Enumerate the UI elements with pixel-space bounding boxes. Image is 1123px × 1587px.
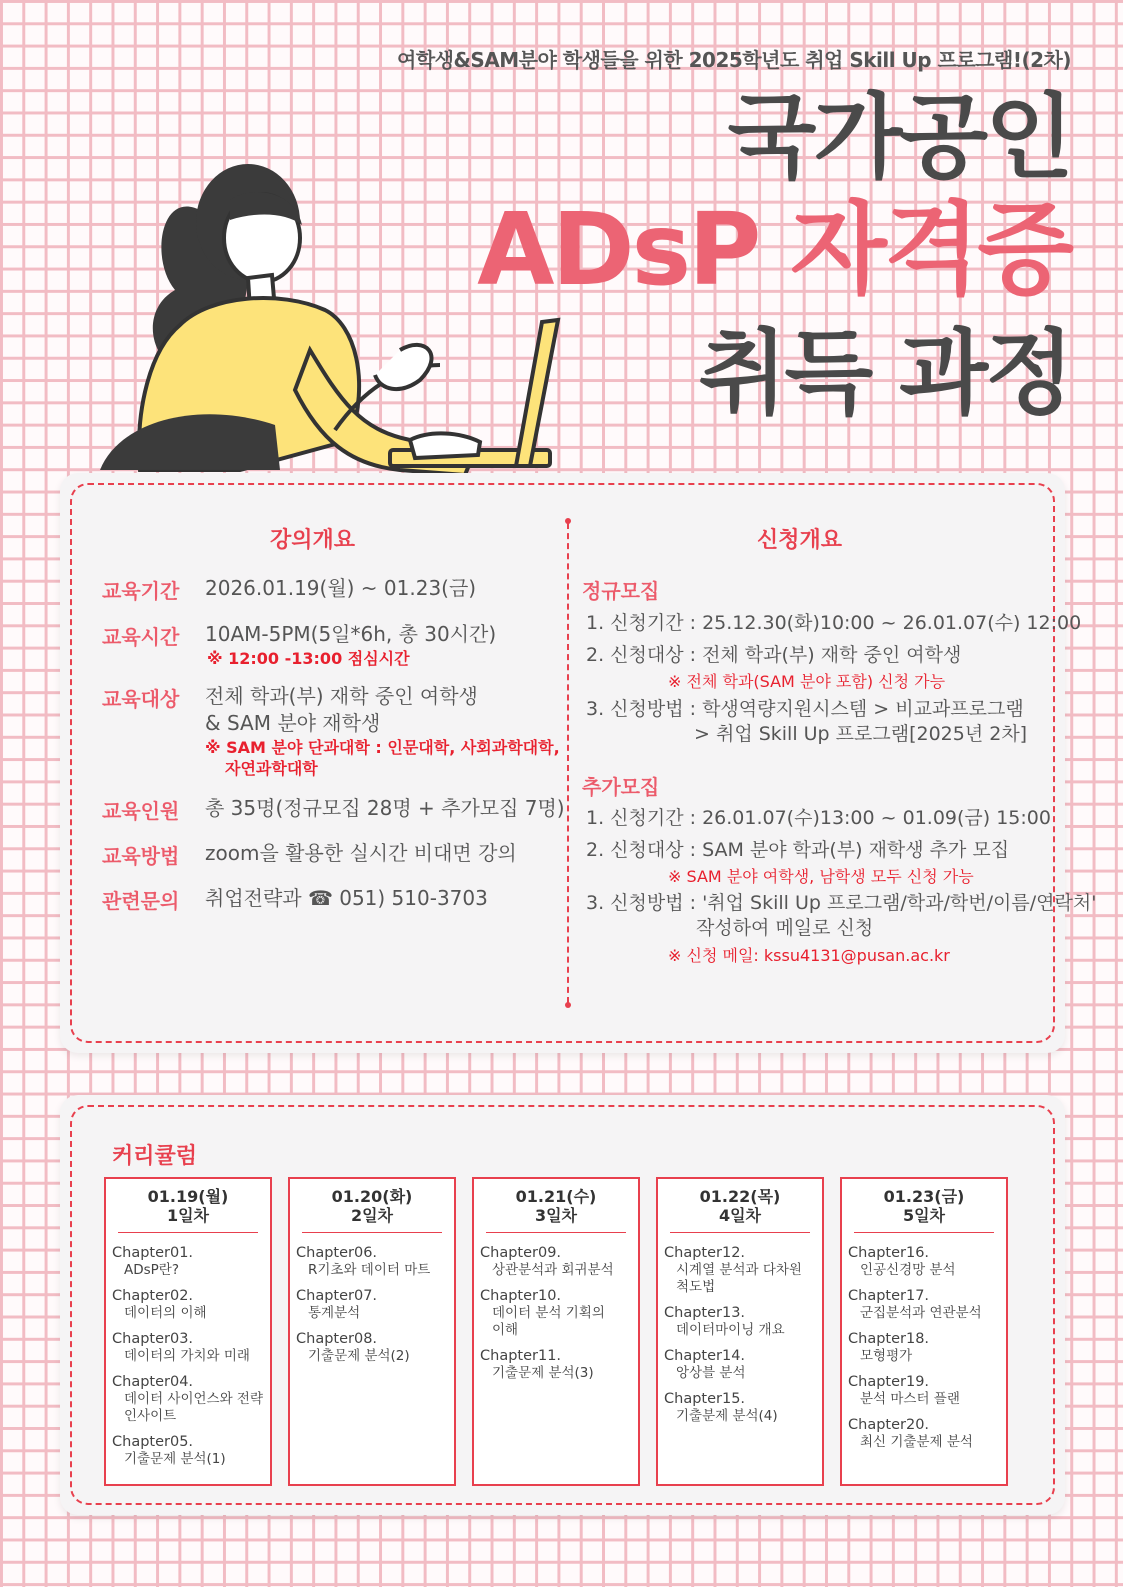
chapter-item: [480, 1288, 638, 1339]
row-label: 교육기간: [102, 579, 180, 603]
chapter-name: 기출분제 분석(4): [676, 1408, 778, 1424]
application-title: 신청개요: [757, 528, 843, 553]
chapter-number: Chapter04.: [112, 1374, 194, 1390]
program-subtitle: 여학생&SAM분야 학생들을 위한 2025학년도 취업 Skill Up 프로그램!(2차): [397, 48, 1071, 72]
regular-item-method: 3. 신청방법 : 학생역량지원시스템 > 비교과프로그램: [586, 698, 1024, 720]
chapter-item: [848, 1331, 1006, 1365]
chapter-name: 기출문제 분석(1): [124, 1451, 226, 1467]
row-value: zoom을 활용한 실시간 비대면 강의: [205, 841, 517, 865]
row-value: 2026.01.19(월) ~ 01.23(금): [205, 576, 477, 600]
chapter-number: Chapter12.: [664, 1245, 746, 1261]
additional-item-target: 2. 신청대상 : SAM 분야 학과(부) 재학생 추가 모집: [586, 839, 1010, 861]
chapter-name: 데이터 사이언스와 전략: [124, 1391, 263, 1407]
day-underline: [302, 1232, 442, 1233]
day-number: 2일차: [350, 1206, 394, 1225]
chapter-item: [296, 1331, 454, 1365]
day-number: 3일차: [534, 1206, 578, 1225]
chapter-name: 상관분석과 회귀분석: [492, 1262, 614, 1278]
day-card-1: [104, 1177, 272, 1486]
chapter-name: 인공신경망 분석: [860, 1262, 956, 1278]
chapter-name: 군집분석과 연관분석: [860, 1305, 982, 1321]
chapter-item: [848, 1288, 1006, 1322]
chapter-number: Chapter09.: [480, 1245, 562, 1261]
lunch-note: ※ 12:00 -13:00 점심시간: [207, 649, 410, 668]
chapter-number: Chapter17.: [848, 1288, 930, 1304]
row-value-2: & SAM 분야 재학생: [205, 711, 381, 735]
row-value-group: [205, 621, 496, 669]
chapter-item: [664, 1391, 822, 1425]
chapter-number: Chapter07.: [296, 1288, 378, 1304]
chapter-item: [664, 1348, 822, 1382]
regular-item-target: 2. 신청대상 : 전체 학과(부) 재학 중인 여학생: [586, 644, 962, 666]
row-label: 교육대상: [102, 687, 180, 711]
chapter-item: [296, 1288, 454, 1322]
email-note: ※ 신청 메일: kssu4131@pusan.ac.kr: [668, 946, 950, 965]
chapter-item: [480, 1348, 638, 1382]
additional-method-cont: 작성하여 메일로 신청: [696, 917, 874, 939]
chapter-name: 데이터의 가치와 미래: [124, 1348, 250, 1364]
day-underline: [670, 1232, 810, 1233]
title-line-1: 국가공인: [727, 84, 1071, 191]
row-label: 교육방법: [102, 844, 180, 868]
day-date: 01.21(수): [515, 1187, 597, 1206]
chapter-number: Chapter10.: [480, 1288, 562, 1304]
chapter-item: [112, 1374, 270, 1425]
chapter-item: [112, 1434, 270, 1468]
chapter-number: Chapter01.: [112, 1245, 194, 1261]
chapter-number: Chapter11.: [480, 1348, 562, 1364]
chapter-item: [848, 1417, 1006, 1451]
additional-item-method: 3. 신청방법 : '취업 Skill Up 프로그램/학과/학번/이름/연락처': [586, 892, 1097, 914]
chapter-number: Chapter06.: [296, 1245, 378, 1261]
day-underline: [854, 1232, 994, 1233]
day-underline: [486, 1232, 626, 1233]
chapter-item: [664, 1245, 822, 1296]
chapter-name-2: 인사이트: [124, 1408, 177, 1424]
chapter-name: 데이터마이닝 개요: [676, 1322, 785, 1338]
curriculum-panel: [60, 1095, 1065, 1515]
chapter-number: Chapter15.: [664, 1391, 746, 1407]
chapter-item: [112, 1245, 270, 1279]
regular-note: ※ 전체 학과(SAM 분야 포함) 신청 가능: [668, 672, 946, 691]
chapter-number: Chapter05.: [112, 1434, 194, 1450]
chapter-item: [480, 1245, 638, 1279]
chapter-name: 기출문제 분석(3): [492, 1365, 594, 1381]
chapter-number: Chapter14.: [664, 1348, 746, 1364]
chapter-item: [848, 1374, 1006, 1408]
chapter-name: 데이터의 이해: [124, 1305, 207, 1321]
chapter-name: R기초와 데이터 마트: [308, 1262, 431, 1278]
chapter-item: [112, 1288, 270, 1322]
regular-recruit-title: 정규모집: [582, 579, 660, 603]
day-card-3: [472, 1177, 640, 1486]
day-number: 1일차: [166, 1206, 210, 1225]
day-date: 01.19(월): [147, 1187, 229, 1206]
chapter-number: Chapter03.: [112, 1331, 194, 1347]
curriculum-title: 커리큘럼: [112, 1144, 198, 1169]
chapter-number: Chapter18.: [848, 1331, 930, 1347]
chapter-name: ADsP란?: [124, 1262, 180, 1278]
row-value: 총 35명(정규모집 28명 + 추가모집 7명): [205, 796, 565, 820]
chapter-item: [848, 1245, 1006, 1279]
title-line-2: ADsP 자격증: [477, 191, 1071, 308]
chapter-name: 모형평가: [860, 1348, 913, 1364]
divider-dot-top: [565, 518, 571, 524]
day-number: 5일차: [902, 1206, 946, 1225]
curriculum-panel-border: [70, 1105, 1055, 1505]
overview-panel-border: [70, 483, 1097, 1043]
chapter-name: 데이터 분석 기획의: [492, 1305, 605, 1321]
additional-recruit-title: 추가모집: [582, 775, 660, 799]
day-card-4: [656, 1177, 824, 1486]
chapter-number: Chapter16.: [848, 1245, 930, 1261]
column-divider: [567, 523, 569, 1003]
woman-with-laptop-illustration: [80, 150, 600, 480]
overview-panel: [60, 473, 1097, 1053]
chapter-name-2: 척도법: [676, 1279, 716, 1295]
chapter-number: Chapter02.: [112, 1288, 194, 1304]
chapter-item: [296, 1245, 454, 1279]
day-underline: [118, 1232, 258, 1233]
day-date: 01.23(금): [883, 1187, 965, 1206]
row-value: 전체 학과(부) 재학 중인 여학생: [205, 684, 478, 708]
title-line-3: 취득 과정: [698, 320, 1071, 427]
chapter-name: 통계분석: [308, 1305, 361, 1321]
row-label: 교육시간: [102, 625, 180, 649]
chapter-number: Chapter20.: [848, 1417, 930, 1433]
row-value: 10AM-5PM(5일*6h, 총 30시간): [205, 622, 497, 646]
chapter-item: [112, 1331, 270, 1365]
chapter-name: 분석 마스터 플랜: [860, 1391, 960, 1407]
chapter-number: Chapter13.: [664, 1305, 746, 1321]
regular-method-cont: > 취업 Skill Up 프로그램[2025년 2차]: [694, 723, 1028, 745]
chapter-name: 시계열 분석과 다차원: [676, 1262, 802, 1278]
row-label: 교육인원: [102, 799, 180, 823]
regular-item-period: 1. 신청기간 : 25.12.30(화)10:00 ~ 26.01.07(수) 12:00: [586, 612, 1082, 634]
chapter-number: Chapter08.: [296, 1331, 378, 1347]
overview-title: 강의개요: [270, 528, 356, 553]
row-value-group: [205, 683, 560, 779]
divider-dot-bottom: [565, 1002, 571, 1008]
chapter-name: 앙상블 분석: [676, 1365, 746, 1381]
row-label: 관련문의: [102, 889, 180, 913]
chapter-number: Chapter19.: [848, 1374, 930, 1390]
chapter-name-2: 이해: [492, 1322, 519, 1338]
additional-item-period: 1. 신청기간 : 26.01.07(수)13:00 ~ 01.09(금) 15:00: [586, 807, 1051, 829]
additional-note: ※ SAM 분야 여학생, 남학생 모두 신청 가능: [668, 867, 974, 886]
chapter-name: 기출문제 분석(2): [308, 1348, 410, 1364]
chapter-name: 최신 기출분제 분석: [860, 1434, 973, 1450]
chapter-item: [664, 1305, 822, 1339]
day-date: 01.20(화): [331, 1187, 413, 1206]
row-value: 취업전략과 ☎ 051) 510-3703: [205, 886, 488, 910]
day-card-5: [840, 1177, 1008, 1486]
day-date: 01.22(목): [699, 1187, 781, 1206]
sam-colleges-note-2: 자연과학대학: [225, 759, 318, 778]
day-card-2: [288, 1177, 456, 1486]
day-number: 4일차: [718, 1206, 762, 1225]
sam-colleges-note: ※ SAM 분야 단과대학 : 인문대학, 사회과학대학,: [205, 738, 560, 757]
